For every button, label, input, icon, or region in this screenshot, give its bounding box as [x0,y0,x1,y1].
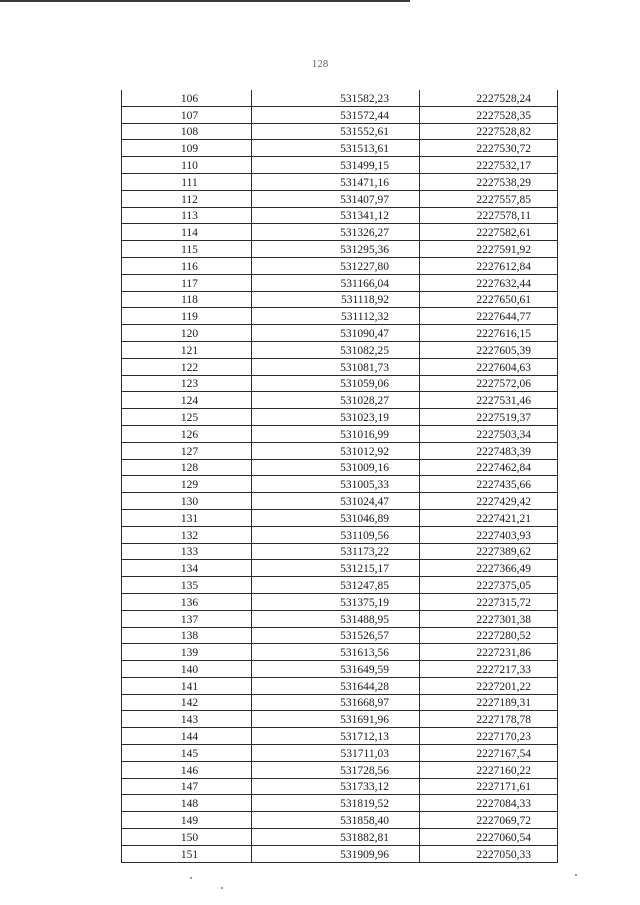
point-number-cell: 125 [122,409,252,426]
y-coordinate-cell: 2227160,22 [420,761,558,778]
table-row [122,728,558,745]
table-row [122,341,558,358]
point-number-cell: 150 [122,829,252,846]
x-coordinate-cell: 531326,27 [252,224,420,241]
point-number-cell: 133 [122,543,252,560]
y-coordinate-cell: 2227060,54 [420,829,558,846]
table-row [122,627,558,644]
point-number-cell: 146 [122,761,252,778]
y-coordinate-cell: 2227429,42 [420,493,558,510]
point-number-cell: 127 [122,442,252,459]
y-coordinate-cell: 2227389,62 [420,543,558,560]
table-row [122,291,558,308]
y-coordinate-cell: 2227650,61 [420,291,558,308]
point-number-cell: 132 [122,526,252,543]
x-coordinate-cell: 531471,16 [252,173,420,190]
table-row [122,157,558,174]
table-row [122,409,558,426]
point-number-cell: 121 [122,341,252,358]
y-coordinate-cell: 2227616,15 [420,325,558,342]
table-row [122,761,558,778]
y-coordinate-cell: 2227591,92 [420,241,558,258]
y-coordinate-cell: 2227050,33 [420,845,558,862]
point-number-cell: 149 [122,812,252,829]
point-number-cell: 124 [122,392,252,409]
y-coordinate-cell: 2227531,46 [420,392,558,409]
table-row [122,476,558,493]
table-row [122,493,558,510]
scan-speck [575,874,577,876]
table-row [122,123,558,140]
x-coordinate-cell: 531712,13 [252,728,420,745]
point-number-cell: 137 [122,610,252,627]
table-row [122,593,558,610]
table-row [122,190,558,207]
point-number-cell: 117 [122,274,252,291]
point-number-cell: 142 [122,694,252,711]
point-number-cell: 136 [122,593,252,610]
point-number-cell: 108 [122,123,252,140]
y-coordinate-cell: 2227532,17 [420,157,558,174]
page-number: 128 [311,58,329,70]
point-number-cell: 122 [122,358,252,375]
y-coordinate-cell: 2227572,06 [420,375,558,392]
point-number-cell: 134 [122,560,252,577]
table-row [122,425,558,442]
table-row [122,745,558,762]
point-number-cell: 107 [122,106,252,123]
point-number-cell: 110 [122,157,252,174]
x-coordinate-cell: 531733,12 [252,778,420,795]
y-coordinate-cell: 2227301,38 [420,610,558,627]
point-number-cell: 118 [122,291,252,308]
table-row [122,106,558,123]
scan-speck [190,877,192,879]
point-number-cell: 126 [122,425,252,442]
x-coordinate-cell: 531012,92 [252,442,420,459]
x-coordinate-cell: 531109,56 [252,526,420,543]
point-number-cell: 140 [122,661,252,678]
point-number-cell: 147 [122,778,252,795]
y-coordinate-cell: 2227421,21 [420,509,558,526]
x-coordinate-cell: 531526,57 [252,627,420,644]
x-coordinate-cell: 531711,03 [252,745,420,762]
y-coordinate-cell: 2227280,52 [420,627,558,644]
y-coordinate-cell: 2227462,84 [420,459,558,476]
x-coordinate-cell: 531227,80 [252,257,420,274]
top-border-rule [0,0,410,2]
point-number-cell: 123 [122,375,252,392]
x-coordinate-cell: 531668,97 [252,694,420,711]
point-number-cell: 151 [122,845,252,862]
y-coordinate-cell: 2227403,93 [420,526,558,543]
x-coordinate-cell: 531488,95 [252,610,420,627]
y-coordinate-cell: 2227217,33 [420,661,558,678]
x-coordinate-cell: 531375,19 [252,593,420,610]
x-coordinate-cell: 531215,17 [252,560,420,577]
y-coordinate-cell: 2227483,39 [420,442,558,459]
table-row [122,526,558,543]
x-coordinate-cell: 531691,96 [252,711,420,728]
y-coordinate-cell: 2227538,29 [420,173,558,190]
x-coordinate-cell: 531024,47 [252,493,420,510]
point-number-cell: 143 [122,711,252,728]
table-row [122,812,558,829]
table-row [122,711,558,728]
x-coordinate-cell: 531649,59 [252,661,420,678]
x-coordinate-cell: 531728,56 [252,761,420,778]
x-coordinate-cell: 531341,12 [252,207,420,224]
y-coordinate-cell: 2227435,66 [420,476,558,493]
x-coordinate-cell: 531819,52 [252,795,420,812]
y-coordinate-cell: 2227201,22 [420,677,558,694]
y-coordinate-cell: 2227557,85 [420,190,558,207]
point-number-cell: 130 [122,493,252,510]
coordinate-table [121,90,558,863]
table-row [122,442,558,459]
table-row [122,509,558,526]
x-coordinate-cell: 531552,61 [252,123,420,140]
x-coordinate-cell: 531046,89 [252,509,420,526]
point-number-cell: 131 [122,509,252,526]
x-coordinate-cell: 531082,25 [252,341,420,358]
x-coordinate-cell: 531118,92 [252,291,420,308]
point-number-cell: 120 [122,325,252,342]
table-row [122,677,558,694]
point-number-cell: 119 [122,308,252,325]
table-row [122,543,558,560]
table-row [122,560,558,577]
x-coordinate-cell: 531407,97 [252,190,420,207]
point-number-cell: 116 [122,257,252,274]
table-row [122,644,558,661]
x-coordinate-cell: 531858,40 [252,812,420,829]
x-coordinate-cell: 531005,33 [252,476,420,493]
point-number-cell: 145 [122,745,252,762]
x-coordinate-cell: 531059,06 [252,375,420,392]
point-number-cell: 148 [122,795,252,812]
table-row [122,459,558,476]
table-row [122,207,558,224]
y-coordinate-cell: 2227530,72 [420,140,558,157]
y-coordinate-cell: 2227171,61 [420,778,558,795]
x-coordinate-cell: 531016,99 [252,425,420,442]
table-row [122,661,558,678]
y-coordinate-cell: 2227604,63 [420,358,558,375]
table-row [122,795,558,812]
y-coordinate-cell: 2227528,35 [420,106,558,123]
y-coordinate-cell: 2227503,34 [420,425,558,442]
table-row [122,694,558,711]
table-row [122,140,558,157]
x-coordinate-cell: 531513,61 [252,140,420,157]
y-coordinate-cell: 2227069,72 [420,812,558,829]
table-row [122,375,558,392]
table-row [122,257,558,274]
x-coordinate-cell: 531028,27 [252,392,420,409]
point-number-cell: 138 [122,627,252,644]
table-row [122,577,558,594]
y-coordinate-cell: 2227231,86 [420,644,558,661]
x-coordinate-cell: 531247,85 [252,577,420,594]
x-coordinate-cell: 531572,44 [252,106,420,123]
table-row [122,274,558,291]
table-row [122,358,558,375]
table-row [122,610,558,627]
point-number-cell: 111 [122,173,252,190]
x-coordinate-cell: 531166,04 [252,274,420,291]
scan-speck [221,887,223,889]
y-coordinate-cell: 2227519,37 [420,409,558,426]
point-number-cell: 115 [122,241,252,258]
y-coordinate-cell: 2227582,61 [420,224,558,241]
table-row [122,308,558,325]
y-coordinate-cell: 2227178,78 [420,711,558,728]
y-coordinate-cell: 2227375,05 [420,577,558,594]
x-coordinate-cell: 531112,32 [252,308,420,325]
table-row [122,829,558,846]
y-coordinate-cell: 2227315,72 [420,593,558,610]
y-coordinate-cell: 2227605,39 [420,341,558,358]
table-row [122,90,558,106]
y-coordinate-cell: 2227578,11 [420,207,558,224]
coordinate-table-body [122,90,558,862]
x-coordinate-cell: 531644,28 [252,677,420,694]
y-coordinate-cell: 2227084,33 [420,795,558,812]
y-coordinate-cell: 2227189,31 [420,694,558,711]
x-coordinate-cell: 531090,47 [252,325,420,342]
point-number-cell: 141 [122,677,252,694]
point-number-cell: 109 [122,140,252,157]
table-row [122,173,558,190]
table-row [122,392,558,409]
y-coordinate-cell: 2227170,23 [420,728,558,745]
table-row [122,224,558,241]
table-row [122,325,558,342]
x-coordinate-cell: 531081,73 [252,358,420,375]
x-coordinate-cell: 531173,22 [252,543,420,560]
point-number-cell: 113 [122,207,252,224]
x-coordinate-cell: 531023,19 [252,409,420,426]
table-row [122,845,558,862]
y-coordinate-cell: 2227366,49 [420,560,558,577]
point-number-cell: 144 [122,728,252,745]
y-coordinate-cell: 2227528,82 [420,123,558,140]
table-row [122,241,558,258]
y-coordinate-cell: 2227644,77 [420,308,558,325]
x-coordinate-cell: 531613,56 [252,644,420,661]
x-coordinate-cell: 531009,16 [252,459,420,476]
x-coordinate-cell: 531295,36 [252,241,420,258]
x-coordinate-cell: 531882,81 [252,829,420,846]
point-number-cell: 129 [122,476,252,493]
x-coordinate-cell: 531909,96 [252,845,420,862]
point-number-cell: 135 [122,577,252,594]
point-number-cell: 106 [122,90,252,106]
y-coordinate-cell: 2227612,84 [420,257,558,274]
x-coordinate-cell: 531499,15 [252,157,420,174]
point-number-cell: 114 [122,224,252,241]
x-coordinate-cell: 531582,23 [252,90,420,106]
y-coordinate-cell: 2227632,44 [420,274,558,291]
y-coordinate-cell: 2227528,24 [420,90,558,106]
table-row [122,778,558,795]
y-coordinate-cell: 2227167,54 [420,745,558,762]
point-number-cell: 139 [122,644,252,661]
point-number-cell: 128 [122,459,252,476]
point-number-cell: 112 [122,190,252,207]
